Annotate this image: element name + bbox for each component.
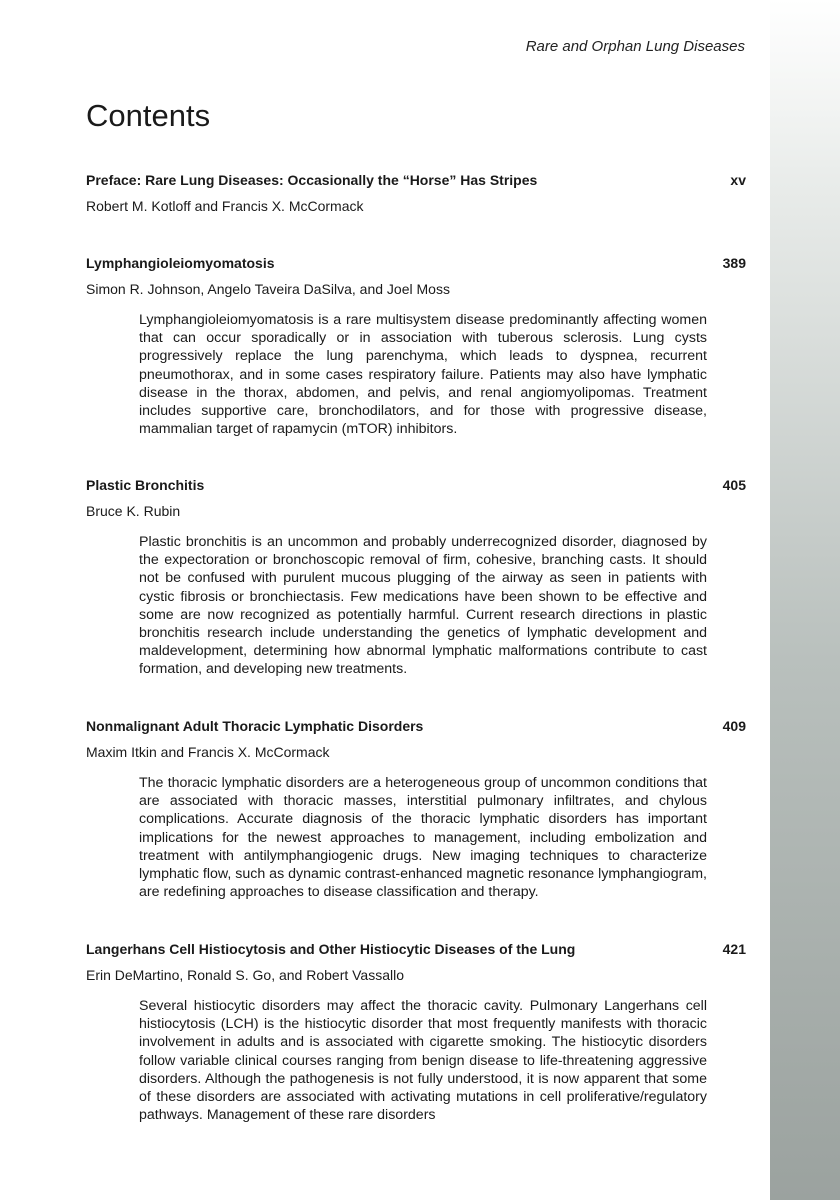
- entry-page-number[interactable]: xv: [730, 172, 746, 188]
- entry-title[interactable]: Nonmalignant Adult Thoracic Lymphatic Disorders: [86, 718, 424, 734]
- contents-entry-plastic-bronchitis[interactable]: [86, 477, 746, 678]
- entry-authors: Maxim Itkin and Francis X. McCormack: [86, 744, 330, 760]
- entry-abstract: Lymphangioleiomyomatosis is a rare multisystem disease predominantly affecting women that can occur sporadically or in association with tuberous sclerosis. Lung cysts progressively replace the lung parenchyma, which leads to dyspnea, recurrent pneumothorax, and in some cases respiratory failure. Patients may also have lymphatic disease in the thorax, abdomen, and pelvis, and renal angiomyolipomas. Treatment includes supportive care, bronchodilators, and for those with progressive disease, mammalian target of rapamycin (mTOR) inhibitors.: [139, 312, 707, 438]
- entry-abstract: Several histiocytic disorders may affect the thoracic cavity. Pulmonary Langerhans cell histiocytosis (LCH) is the histiocytic disorder that most frequently manifests with thoracic involvement in adults and is associated with cigarette smoking. The histiocytic disorders follow variable clinical courses ranging from benign disease to life-threatening aggressive disorders. Although the pathogenesis is not fully understood, it is now apparent that some of these disorders are associated with activating mutations in cell proliferative/regulatory pathways. Management of these rare disorders: [139, 998, 707, 1124]
- contents-entry-preface[interactable]: [86, 172, 746, 214]
- entry-title[interactable]: Lymphangioleiomyomatosis: [86, 255, 275, 271]
- entry-heading: [86, 255, 746, 277]
- entry-page-number[interactable]: 409: [722, 718, 746, 734]
- entry-heading: [86, 718, 746, 740]
- entry-title[interactable]: Langerhans Cell Histiocytosis and Other Histiocytic Diseases of the Lung: [86, 941, 576, 957]
- entry-heading: [86, 172, 746, 194]
- running-head: Rare and Orphan Lung Diseases: [525, 38, 745, 55]
- entry-title[interactable]: Preface: Rare Lung Diseases: Occasionally the “Horse” Has Stripes: [86, 172, 538, 188]
- entry-page-number[interactable]: 389: [722, 255, 746, 271]
- entry-authors: Robert M. Kotloff and Francis X. McCormack: [86, 198, 364, 214]
- entry-page-number[interactable]: 421: [722, 941, 746, 957]
- entry-heading: [86, 941, 746, 963]
- decorative-side-band: [770, 0, 840, 1200]
- contents-entry-langerhans-cell-histiocytosis[interactable]: [86, 941, 746, 1124]
- entry-title[interactable]: Plastic Bronchitis: [86, 477, 205, 493]
- entry-abstract: The thoracic lymphatic disorders are a heterogeneous group of uncommon conditions that are associated with thoracic masses, interstitial pulmonary infiltrates, and chylous complications. Accurate diagnosis of the thoracic lymphatic disorders has important implications for the newest approaches to management, including embolization and treatment with antilymphangiogenic drugs. New imaging techniques to characterize lymphatic flow, such as dynamic contrast-enhanced magnetic resonance lymphangiogram, are redefining approaches to disease classification and therapy.: [139, 775, 707, 901]
- contents-entry-lymphangioleiomyomatosis[interactable]: [86, 255, 746, 438]
- entry-authors: Bruce K. Rubin: [86, 503, 181, 519]
- entry-authors: Erin DeMartino, Ronald S. Go, and Robert Vassallo: [86, 967, 405, 983]
- entry-heading: [86, 477, 746, 499]
- contents-entry-thoracic-lymphatic-disorders[interactable]: [86, 718, 746, 901]
- entry-page-number[interactable]: 405: [722, 477, 746, 493]
- entry-authors: Simon R. Johnson, Angelo Taveira DaSilva, and Joel Moss: [86, 281, 450, 297]
- entry-abstract: Plastic bronchitis is an uncommon and probably underrecognized disorder, diagnosed by the expectoration or bronchoscopic removal of firm, cohesive, branching casts. It should not be confused with purulent mucous plugging of the airway as seen in patients with cystic fibrosis or bronchiectasis. Few medications have been shown to be effective and some are now recognized as potentially harmful. Current research directions in plastic bronchitis research include understanding the genetics of lymphatic development and maldevelopment, determining how abnormal lymphatic malformations contribute to cast formation, and developing new treatments.: [139, 534, 707, 678]
- page-title: Contents: [86, 98, 211, 133]
